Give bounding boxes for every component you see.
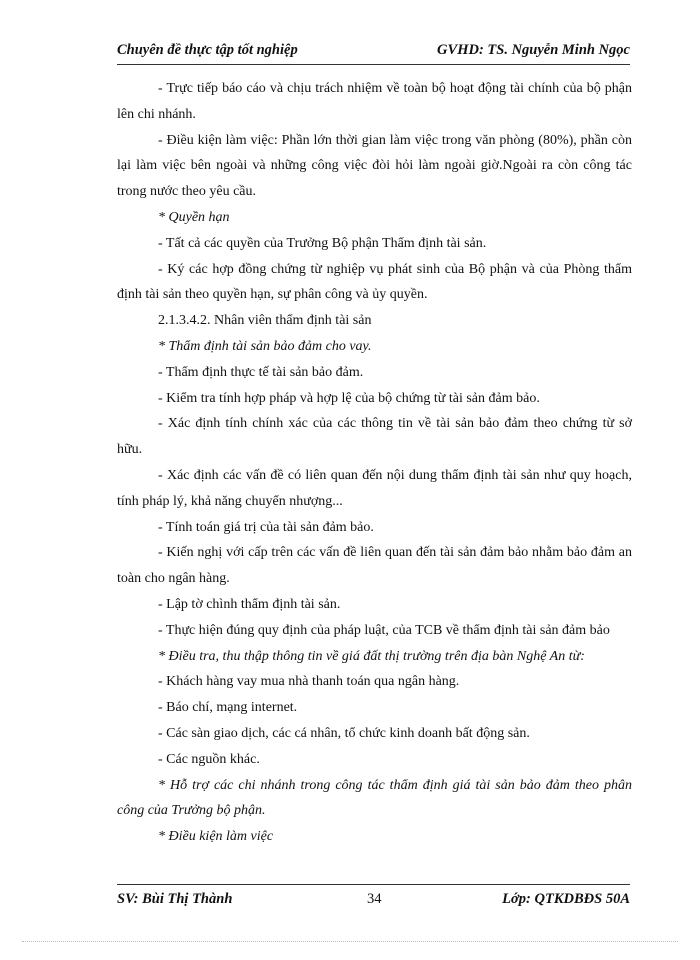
page-footer: [117, 884, 630, 915]
paragraph: - Thẩm định thực tế tài sản bảo đảm.: [158, 364, 364, 380]
header-title: Chuyên đề thực tập tốt nghiệp: [117, 42, 298, 58]
subheading-appraisal: * Thẩm định tài sản bảo đảm cho vay.: [158, 338, 372, 354]
paragraph: - Kiểm tra tính hợp pháp và hợp lệ của bộ chứng từ tài sản đảm bảo.: [158, 390, 540, 406]
header-advisor: GVHD: TS. Nguyễn Minh Ngọc: [437, 42, 630, 58]
paragraph: - Lập tờ chình thẩm định tài sản.: [158, 596, 341, 612]
paragraph: - Tính toán giá trị của tài sản đảm bảo.: [158, 519, 374, 535]
paragraph: - Xác định tính chính xác của các thông tin về tài sản bảo đảm theo chứng từ sở hữu.: [117, 416, 632, 458]
subheading-conditions: * Điều kiện làm việc: [158, 829, 274, 845]
subheading-support: * Hỗ trợ các chi nhánh trong công tác thẩm định giá tài sản bảo đảm theo phân công của Trưởng bộ phận.: [117, 777, 632, 819]
paragraph: - Các sàn giao dịch, các cá nhân, tổ chức kinh doanh bất động sản.: [158, 725, 530, 741]
paragraph: - Xác định các vấn đề có liên quan đến nội dung thẩm định tài sản như quy hoạch, tính pháp lý, khả năng chuyển nhượng...: [117, 467, 632, 509]
subheading-authority: * Quyền hạn: [158, 209, 230, 225]
subheading-survey: * Điều tra, thu thập thông tin về giá đất thị trường trên địa bàn Nghệ An từ:: [158, 648, 585, 664]
page-header: [117, 38, 630, 65]
page-break-divider: [22, 941, 678, 942]
footer-class: Lớp: QTKDBĐS 50A: [502, 891, 630, 907]
paragraph: - Kiến nghị với cấp trên các vấn đề liên quan đến tài sản đảm bảo nhằm bảo đảm an toàn cho ngân hàng.: [117, 545, 632, 587]
paragraph: - Báo chí, mạng internet.: [158, 700, 298, 716]
paragraph: - Khách hàng vay mua nhà thanh toán qua ngân hàng.: [158, 674, 460, 690]
footer-student: SV: Bùi Thị Thành: [117, 891, 233, 907]
paragraph: - Ký các hợp đồng chứng từ nghiệp vụ phát sinh của Bộ phận và của Phòng thẩm định tài sản theo quyền hạn, sự phân công và ủy quyền.: [117, 261, 632, 303]
paragraph: - Các nguồn khác.: [158, 751, 260, 767]
paragraph: - Điều kiện làm việc: Phần lớn thời gian làm việc trong văn phòng (80%), phần còn lại làm việc bên ngoài và những công việc đòi hỏi làm ngoài giờ.Ngoài ra còn công tác trong nước theo yêu cầu.: [117, 132, 632, 200]
page-number: 34: [367, 891, 382, 907]
section-heading: 2.1.3.4.2. Nhân viên thẩm định tài sản: [158, 313, 372, 329]
page-body: [117, 76, 632, 850]
paragraph: - Trực tiếp báo cáo và chịu trách nhiệm về toàn bộ hoạt động tài chính của bộ phận lên chi nhánh.: [117, 81, 632, 122]
paragraph: - Thực hiện đúng quy định của pháp luật, của TCB về thẩm định tài sản đảm bảo: [158, 622, 610, 638]
paragraph: - Tất cả các quyền của Trưởng Bộ phận Thẩm định tài sản.: [158, 235, 487, 251]
